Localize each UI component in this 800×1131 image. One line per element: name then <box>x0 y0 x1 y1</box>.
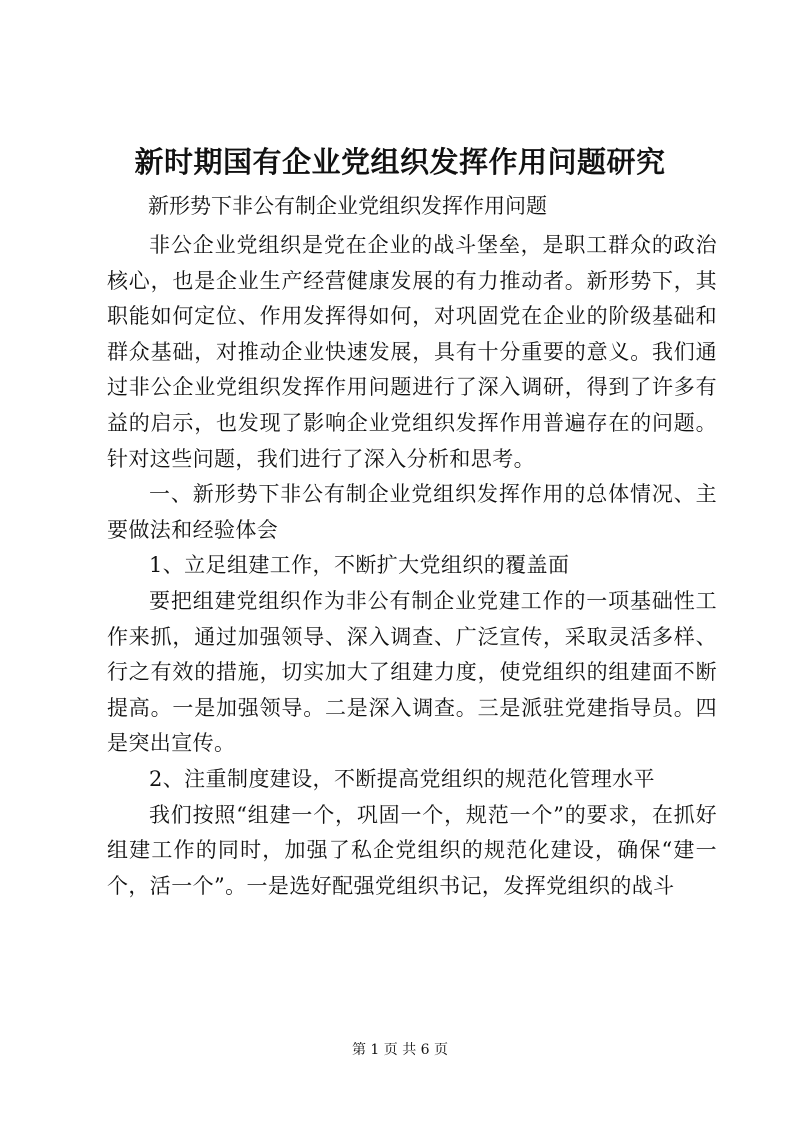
paragraph-subsection-1: 要把组建党组织作为非公有制企业党建工作的一项基础性工作来抓，通过加强领导、深入调查、广泛宣传，采取灵活多样、行之有效的措施，切实加大了组建力度，使党组织的组建面不断提高。一是加强领导。二是深入调查。三是派驻党建指导员。四是突出宣传。 <box>107 588 717 756</box>
document-title: 新时期国有企业党组织发挥作用问题研究 <box>134 145 666 179</box>
subsection-heading-1: 1、立足组建工作，不断扩大党组织的覆盖面 <box>149 553 570 578</box>
document-subtitle: 新形势下非公有制企业党组织发挥作用问题 <box>148 194 547 218</box>
subsection-heading-2: 2、注重制度建设，不断提高党组织的规范化管理水平 <box>149 766 655 791</box>
page-footer: 第 1 页 共 6 页 <box>351 1042 449 1058</box>
document-body <box>107 228 717 904</box>
paragraph-subsection-2: 我们按照“组建一个，巩固一个，规范一个”的要求，在抓好组建工作的同时，加强了私企党组织的规范化建设，确保“建一个，活一个”。一是选好配强党组织书记，发挥党组织的战斗 <box>107 802 717 898</box>
section-heading-1: 一、新形势下非公有制企业党组织发挥作用的总体情况、主要做法和经验体会 <box>107 482 717 542</box>
paragraph-intro: 非公企业党组织是党在企业的战斗堡垒，是职工群众的政治核心，也是企业生产经营健康发展的有力推动者。新形势下，其职能如何定位、作用发挥得如何，对巩固党在企业的阶级基础和群众基础，对推动企业快速发展，具有十分重要的意义。我们通过非公企业党组织发挥作用问题进行了深入调研，得到了许多有益的启示，也发现了影响企业党组织发挥作用普遍存在的问题。针对这些问题，我们进行了深入分析和思考。 <box>107 233 717 471</box>
